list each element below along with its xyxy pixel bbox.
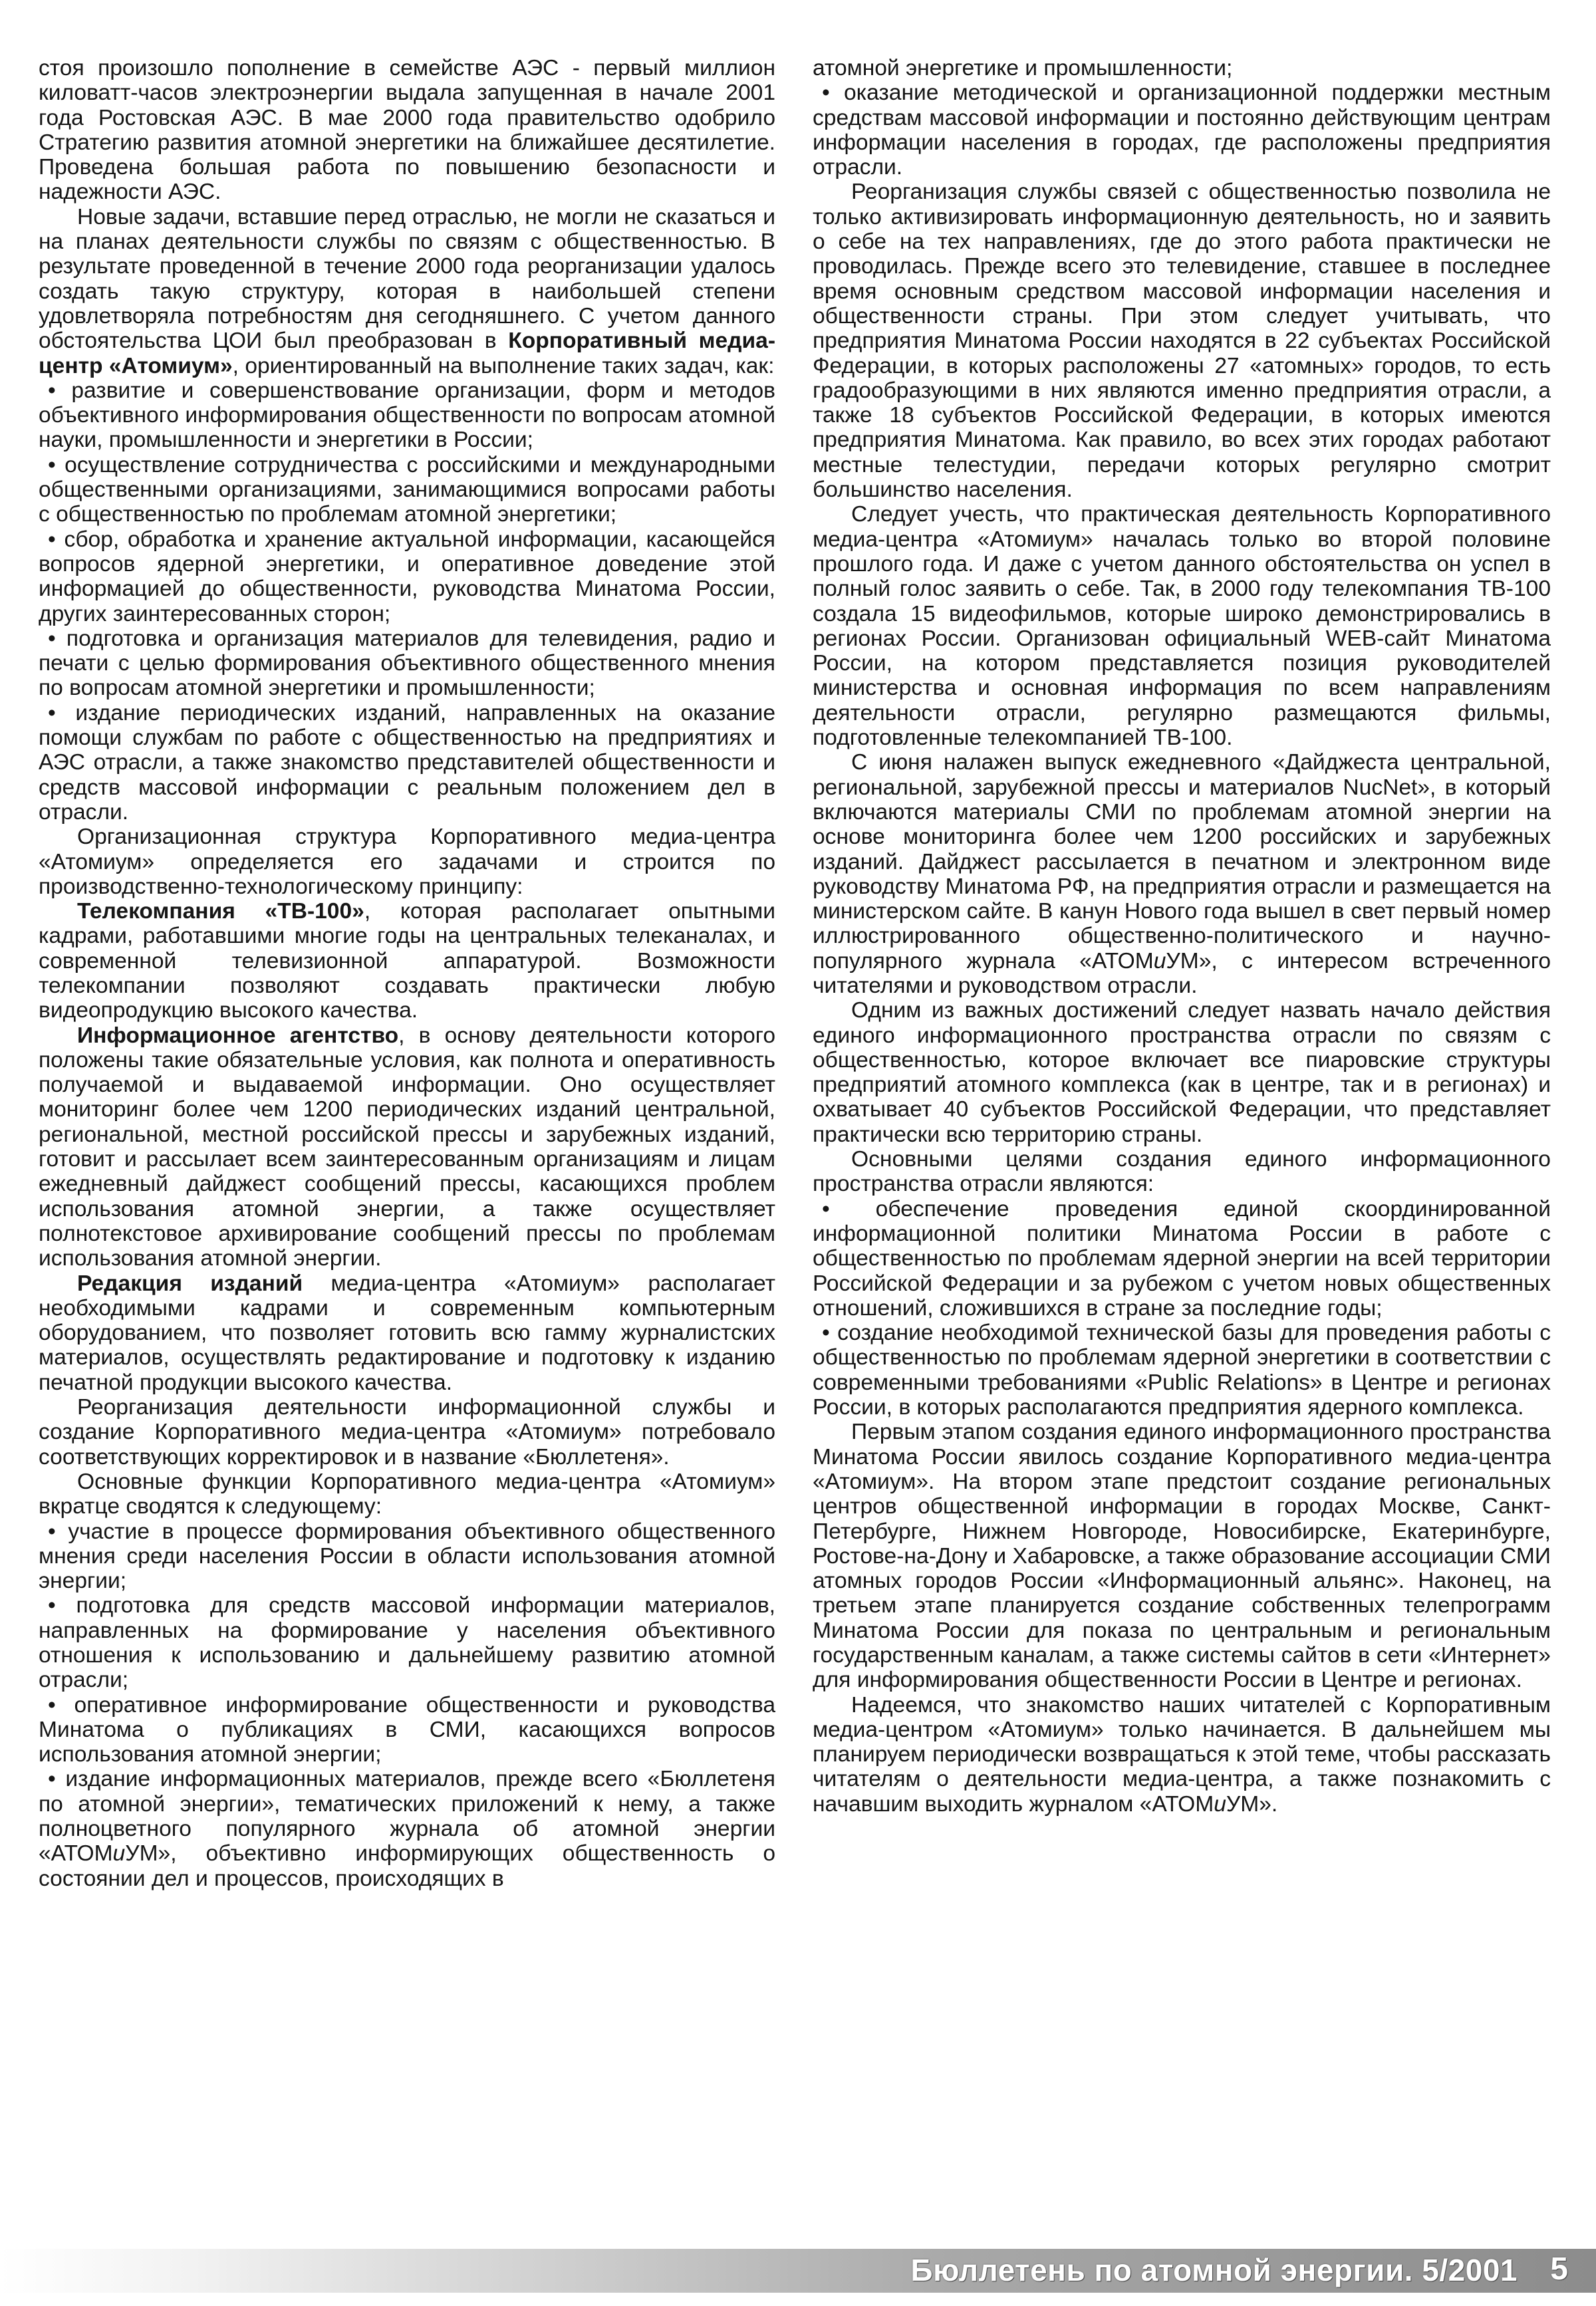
bullet-paragraph bbox=[39, 453, 775, 527]
paragraph-text: • осуществление сотрудничества с российскими и международными общественными организациями, занимающимися вопросами работы с общественностью по проблемам атомной энергетики; bbox=[39, 452, 775, 527]
paragraph bbox=[39, 825, 775, 899]
bullet-paragraph bbox=[39, 378, 775, 453]
paragraph-text: Реорганизация деятельности информационной службы и создание Корпоративного медиа-центра «Атомиум» потребовало соответствующих корректировок и в название «Бюллетеня». bbox=[39, 1395, 775, 1470]
bullet-paragraph bbox=[39, 701, 775, 825]
paragraph bbox=[813, 502, 1551, 750]
paragraph-text: Основные функции Корпоративного медиа-центра «Атомиум» вкратце сводятся к следующему: bbox=[39, 1469, 775, 1519]
paragraph bbox=[39, 205, 775, 378]
paragraph bbox=[813, 750, 1551, 998]
paragraph bbox=[813, 998, 1551, 1147]
paragraph-text: • подготовка для средств массовой информации материалов, направленных на формирование у населения объективного отношения к использованию и дальнейшему развитию атомной отрасли; bbox=[39, 1593, 775, 1693]
bullet-paragraph bbox=[39, 1767, 775, 1890]
bullet-paragraph bbox=[39, 1593, 775, 1692]
italic-letter: и bbox=[112, 1841, 126, 1866]
paragraph-text: • создание необходимой технической базы для проведения работы с общественностью по проблемам ядерной энергетики в соответствии с современными требованиями «Public Relations» в Центре и регионах России, в которых располагаются предприятия ядерного комплекса. bbox=[813, 1321, 1551, 1420]
paragraph-text: , ориентированный на выполнение таких задач, как: bbox=[232, 353, 775, 378]
paragraph bbox=[39, 1271, 775, 1395]
paragraph bbox=[813, 1147, 1551, 1197]
bold-heading: Телекомпания «ТВ-100» bbox=[77, 899, 364, 924]
paragraph-text: Основными целями создания единого информационного пространства отрасли являются: bbox=[813, 1147, 1551, 1197]
paragraph-text: Следует учесть, что практическая деятельность Корпоративного медиа-центра «Атомиум» началась только во второй половине прошлого года. И даже с учетом данного обстоятельства он успел в полный голос заявить о себе. Так, в 2000 году телекомпания ТВ-100 создала 15 видеофильмов, которые широко демонстрировались в регионах России. Организован официальный WEB-сайт Минатома России, на котором представляется позиция руководителей министерства и основная информация по всем направлениям деятельности отрасли, регулярно размещаются фильмы, подготовленные телекомпанией ТВ-100. bbox=[813, 502, 1551, 751]
italic-letter: и bbox=[1214, 1791, 1226, 1817]
paragraph-text: • издание информационных материалов, прежде всего «Бюллетеня по атомной энергии», тематических приложений к нему, а также полноцветного популярного журнала об атомной энергии «АТОМ bbox=[39, 1767, 775, 1866]
paragraph-text: • развитие и совершенствование организации, форм и методов объективного информирования общественности по вопросам атомной науки, промышленности и энергетики в России; bbox=[39, 378, 775, 453]
paragraph bbox=[813, 56, 1551, 80]
bullet-paragraph bbox=[813, 1197, 1551, 1321]
paragraph-text: атомной энергетике и промышленности; bbox=[813, 56, 1233, 80]
paragraph bbox=[813, 180, 1551, 502]
bold-heading: Редакция изданий bbox=[77, 1271, 303, 1296]
paragraph-text: УМ». bbox=[1226, 1791, 1278, 1817]
bullet-paragraph bbox=[39, 626, 775, 701]
bullet-paragraph bbox=[813, 80, 1551, 180]
paragraph-text: Надеемся, что знакомство наших читателей с Корпоративным медиа-центром «Атомиум» только начинается. В дальнейшем мы планируем периодически возвращаться к этой теме, чтобы рассказать читателям о деятельности медиа-центра, а также познакомить с начавшим выходить журналом «АТОМ bbox=[813, 1692, 1551, 1817]
paragraph-text: • сбор, обработка и хранение актуальной информации, касающейся вопросов ядерной энергетики, и оперативное доведение этой информацией до общественности, руководства Минатома России, других заинтересованных сторон; bbox=[39, 527, 775, 626]
paragraph-text: Одним из важных достижений следует назвать начало действия единого информационного пространства отрасли по связям с общественностью, которое включает все пиаровские структуры предприятий атомного комплекса (как в центре, так и в регионах) и охватывает 40 субъектов Российской Федерации, что представляет практически всю территорию страны. bbox=[813, 998, 1551, 1147]
paragraph-text: • подготовка и организация материалов для телевидения, радио и печати с целью формирования объективного общественного мнения по вопросам атомной энергетики и промышленности; bbox=[39, 626, 775, 701]
paragraph bbox=[39, 1395, 775, 1470]
right-column bbox=[813, 56, 1551, 1817]
bullet-paragraph bbox=[39, 1519, 775, 1594]
bullet-paragraph bbox=[39, 1693, 775, 1767]
paragraph-text: Реорганизация службы связей с общественностью позволила не только активизировать информационную деятельность, но и заявить о себе на тех направлениях, где до этого работа практически не проводилась. Прежде всего это телевидение, ставшее в последнее время основным средством массовой информации населения и общественности страны. При этом следует учитывать, что предприятия Минатома России находятся в 22 субъектах Российской Федерации, в которых расположены 27 «атомных» городов, то есть градообразующими в них являются именно предприятия отрасли, а также 18 субъектов Российской Федерации, в которых имеются предприятия Минатома. Как правило, во всех этих городах работают местные телестудии, передачи которых регулярно смотрит большинство населения. bbox=[813, 180, 1551, 503]
footer-journal-title: Бюллетень по атомной энергии. 5/2001 bbox=[910, 2253, 1518, 2287]
paragraph bbox=[813, 1693, 1551, 1817]
paragraph-text: • участие в процессе формирования объективного общественного мнения среди населения России в области использования атомной энергии; bbox=[39, 1519, 775, 1594]
paragraph-text: медиа-центра «Атомиум» располагает необходимыми кадрами и современным компьютерным оборудованием, что позволяет готовить всю гамму журналистских материалов, осуществлять редактирование и подготовку к изданию печатной продукции высокого качества. bbox=[39, 1271, 775, 1395]
bold-heading: Корпоративный медиа-центр «Атомиум» bbox=[39, 328, 775, 378]
paragraph-text: • оказание методической и организационной поддержки местным средствам массовой информации и постоянно действующим центрам информации населения в городах, где расположены предприятия отрасли. bbox=[813, 80, 1551, 180]
bullet-paragraph bbox=[39, 527, 775, 626]
paragraph-text: • обеспечение проведения единой скоординированной информационной политики Минатома России в работе с общественностью по проблемам ядерной энергии на всей территории Российской Федерации и за рубежом с учетом новых общественных отношений, сложившихся в стране за последние годы; bbox=[813, 1196, 1551, 1321]
paragraph-text: • издание периодических изданий, направленных на оказание помощи службам по работе с общественностью на предприятиях и АЭС отрасли, а также знакомство представителей общественности и средств массовой информации с реальным положением дел в отрасли. bbox=[39, 700, 775, 825]
paragraph-text: , в основу деятельности которого положены такие обязательные условия, как полнота и оперативность получаемой и выдаваемой информации. Оно осуществляет мониторинг более чем 1200 периодических изданий центральной, региональной, местной российской прессы и зарубежных изданий, готовит и рассылает всем заинтересованным организациям и лицам ежедневный дайджест сообщений прессы, касающихся проблем использования атомной энергии, а также осуществляет полнотекстовое архивирование сообщений прессы по проблемам использования атомной энергии. bbox=[39, 1023, 775, 1271]
bullet-paragraph bbox=[813, 1321, 1551, 1420]
paragraph bbox=[39, 1470, 775, 1519]
left-column bbox=[39, 56, 775, 1891]
paragraph bbox=[39, 899, 775, 1023]
paragraph-text: УМ», объективно информирующих общественность о состоянии дел и процессов, происходящих в bbox=[39, 1841, 775, 1891]
page-number: 5 bbox=[1550, 2251, 1568, 2287]
paragraph-text: • оперативное информирование общественности и руководства Минатома о публикациях в СМИ, касающихся вопросов использования атомной энергии; bbox=[39, 1692, 775, 1767]
paragraph-text: Организационная структура Корпоративного медиа-центра «Атомиум» определяется его задачами и строится по производственно-технологическому принципу: bbox=[39, 825, 775, 899]
paragraph bbox=[39, 56, 775, 205]
paragraph-text: Первым этапом создания единого информационного пространства Минатома России явилось создание Корпоративного медиа-центра «Атомиум». На втором этапе предстоит создание региональных центров общественной информации в городах Москве, Санкт-Петербурге, Нижнем Новгороде, Новосибирске, Екатеринбурге, Ростове-на-Дону и Хабаровске, а также образование ассоциации СМИ атомных городов России «Информационный альянс». Наконец, на третьем этапе планируется создание собственных телепрограмм Минатома России для показа по центральным и региональным государственным каналам, а также системы сайтов в сети «Интернет» для информирования общественности России в Центре и регионах. bbox=[813, 1420, 1551, 1693]
paragraph-text: УМ», с интересом встреченного читателями и руководством отрасли. bbox=[813, 948, 1551, 998]
paragraph-text: , которая располагает опытными кадрами, работавшими многие годы на центральных телеканалах, и современной телевизионной аппаратурой. Возможности телекомпании позволяют создавать практически любую видеопродукцию высокого качества. bbox=[39, 899, 775, 1023]
paragraph-text: С июня налажен выпуск ежедневного «Дайджеста центральной, региональной, зарубежной прессы и материалов NucNet», в который включаются материалы СМИ по проблемам атомной энергии на основе мониторинга более чем 1200 российских и зарубежных изданий. Дайджест рассылается в печатном и электронном виде руководству Минатома РФ, на предприятия отрасли и размещается на министерском сайте. В канун Нового года вышел в свет первый номер иллюстрированного общественно-политического и научно-популярного журнала «АТОМ bbox=[813, 750, 1551, 973]
paragraph-text: Новые задачи, вставшие перед отраслью, не могли не сказаться и на планах деятельности службы по связям с общественностью. В результате проведенной в течение 2000 года реорганизации удалось создать такую структуру, которая в наибольшей степени удовлетворяла потребностям дня сегодняшнего. С учетом данного обстоятельства ЦОИ был преобразован в bbox=[39, 204, 775, 354]
paragraph-text: стоя произошло пополнение в семействе АЭС - первый миллион киловатт-часов электроэнергии выдала запущенная в начале 2001 года Ростовская АЭС. В мае 2000 года правительство одобрило Стратегию развития атомной энергетики на ближайшее десятилетие. Проведена большая работа по повышению безопасности и надежности АЭС. bbox=[39, 56, 775, 205]
paragraph bbox=[813, 1420, 1551, 1692]
bold-heading: Информационное агентство bbox=[77, 1023, 399, 1048]
paragraph bbox=[39, 1023, 775, 1271]
italic-letter: и bbox=[1153, 948, 1166, 973]
